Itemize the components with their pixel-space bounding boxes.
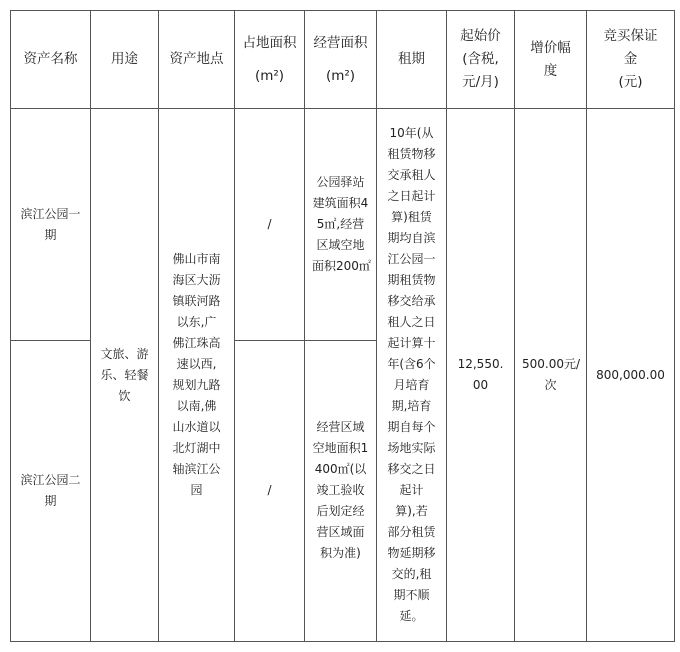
text-line: (含税, xyxy=(462,51,499,68)
text-line: 场地实际 xyxy=(387,441,436,456)
text-line: 以东,广 xyxy=(176,315,217,330)
header-operating-area-unit: (m²) xyxy=(325,67,356,84)
text-line: 交的,租 xyxy=(391,567,432,582)
text-line: 租赁物移 xyxy=(387,147,436,162)
starting-price-cell: 12,550.00 xyxy=(447,109,515,642)
text-line: 期自每个 xyxy=(387,420,436,435)
text-line: 起始价 xyxy=(460,28,501,45)
text-line: 期,培育 xyxy=(391,399,432,414)
header-deposit xyxy=(587,11,675,109)
text-line: 元/月) xyxy=(462,74,499,91)
text-line: 竞买保证 xyxy=(603,28,658,45)
asset-name-cell xyxy=(11,109,91,340)
text-line: 交承租人 xyxy=(387,168,436,183)
text-line: 之日起计 xyxy=(387,189,436,204)
text-line: 次 xyxy=(544,378,557,393)
text-line: 园 xyxy=(190,483,203,498)
text-line: 以南,佛 xyxy=(176,399,217,414)
text-line: 延。 xyxy=(399,609,424,624)
text-line: 文旅、游 xyxy=(100,346,149,361)
header-lease-term: 租期 xyxy=(377,11,447,109)
text-line: 北灯湖中 xyxy=(172,441,221,456)
text-line: 区域空地 xyxy=(316,238,365,252)
text-line: 经营区域 xyxy=(316,420,365,435)
asset-name-cell xyxy=(11,340,91,641)
text-line: 起计算十 xyxy=(387,336,436,351)
header-increment xyxy=(515,11,587,109)
text-line: 月培育 xyxy=(393,378,430,393)
table-header-row xyxy=(11,11,675,109)
header-operating-area-label: 经营面积 xyxy=(313,34,368,51)
table-row xyxy=(11,109,675,340)
text-line: 物延期移 xyxy=(387,546,436,561)
location-cell xyxy=(159,109,235,642)
text-line: 佛山市南 xyxy=(172,252,221,267)
text-line: 滨江公园二 xyxy=(20,472,81,487)
text-line: 5㎡,经营 xyxy=(316,217,365,231)
text-line: 建筑面积4 xyxy=(312,196,369,210)
header-operating-area xyxy=(305,11,377,109)
text-line: 期租赁物 xyxy=(387,273,436,288)
text-line: 移交之日 xyxy=(387,462,436,477)
text-line: 10年(从 xyxy=(389,126,434,141)
text-line: 移交给承 xyxy=(387,294,436,309)
text-line: 佛江珠高 xyxy=(172,336,221,351)
text-line: 滨江公园一 xyxy=(20,206,81,221)
text-line: 轴滨江公 xyxy=(172,462,221,477)
text-line: 增价幅 xyxy=(530,39,571,56)
text-line: 期不顺 xyxy=(393,588,430,603)
text-line: 部分租赁 xyxy=(387,525,436,540)
text-line: 年(含6个 xyxy=(387,357,436,372)
text-line: 规划九路 xyxy=(172,378,221,393)
text-line: 镇联河路 xyxy=(172,294,221,309)
deposit-cell: 800,000.00 xyxy=(587,109,675,642)
usage-cell xyxy=(91,109,159,642)
text-line: 算)租赁 xyxy=(391,210,432,225)
text-line: 算),若 xyxy=(395,504,428,519)
header-land-area xyxy=(235,11,305,109)
text-line: 起计 xyxy=(399,483,424,498)
text-line: (元) xyxy=(618,74,643,91)
text-line: 山水道以 xyxy=(172,420,221,435)
text-line: 营区域面 xyxy=(316,525,365,540)
text-line: 度 xyxy=(543,62,558,79)
text-line: 期 xyxy=(44,493,57,508)
text-line: 金 xyxy=(623,51,638,68)
header-asset-name: 资产名称 xyxy=(11,11,91,109)
text-line: 空地面积1 xyxy=(312,441,369,456)
text-line: 400㎡(以 xyxy=(314,462,367,477)
operating-area-cell xyxy=(305,340,377,641)
land-area-cell: / xyxy=(235,109,305,340)
header-location: 资产地点 xyxy=(159,11,235,109)
increment-cell xyxy=(515,109,587,642)
text-line: 积为准) xyxy=(320,546,361,561)
text-line: 速以西, xyxy=(176,357,217,372)
text-line: 江公园一 xyxy=(387,252,436,267)
operating-area-cell xyxy=(305,109,377,340)
asset-lease-table xyxy=(10,10,675,642)
text-line: 租人之日 xyxy=(387,315,436,330)
lease-term-cell xyxy=(377,109,447,642)
header-usage: 用途 xyxy=(91,11,159,109)
header-land-area-label: 占地面积 xyxy=(242,34,297,51)
text-line: 海区大沥 xyxy=(172,273,221,288)
text-line: 乐、轻餐 xyxy=(100,367,149,382)
text-line: 期均自滨 xyxy=(387,231,436,246)
text-line: 期 xyxy=(44,227,57,242)
land-area-cell: / xyxy=(235,340,305,641)
header-starting-price xyxy=(447,11,515,109)
text-line: 500.00元/ xyxy=(522,357,581,372)
header-land-area-unit: (m²) xyxy=(254,67,285,84)
text-line: 公园驿站 xyxy=(316,175,365,189)
text-line: 竣工验收 xyxy=(316,483,365,498)
text-line: 面积200㎡ xyxy=(312,259,371,273)
text-line: 后划定经 xyxy=(316,504,365,519)
text-line: 饮 xyxy=(118,388,131,403)
